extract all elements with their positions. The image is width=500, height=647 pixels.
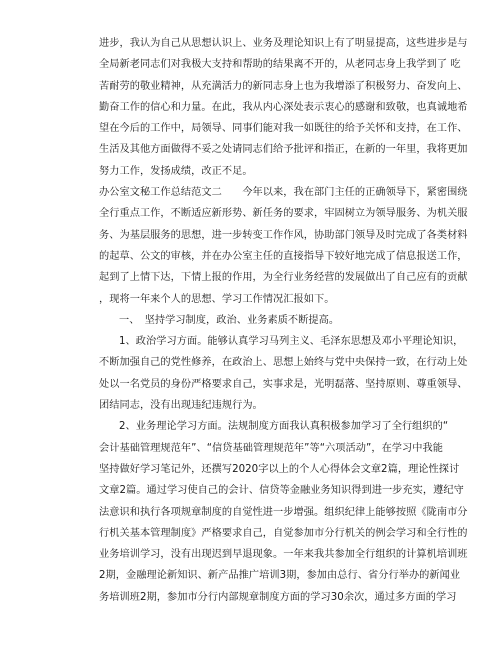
paragraph-p3 — [99, 310, 408, 331]
text-line: 起到了上情下达，下情上报的作用，为全行业务经营的发展做出了自己应有的贡献 — [99, 272, 468, 284]
text-line: 努力工作，发扬成绩，改正不足。 — [99, 165, 253, 177]
text-line: 进步，我认为自己从思想认识上、业务及理论知识上有了明显提高，这些进步是与 — [99, 38, 468, 49]
text-line: 苦耐劳的敬业精神，从充满活力的新同志身上也为我增添了积极努力、奋发向上、 — [99, 80, 468, 92]
text-line: 全局新老同志们对我极大支持和帮助的结果离不开的，从老同志身上我学到了 吃 — [99, 59, 461, 71]
text-line: ，现将一年来个人的思想、学习工作情况汇报如下。 — [99, 293, 335, 305]
text-line: 不断加强自己的党性修养，在政治上、思想上始终与党中央保持一致，在行动上处 — [99, 357, 468, 369]
text-line: 务培训班2期，参加市分行内部规章制度方面的学习30余次，通过多方面的学习 — [99, 591, 457, 603]
text-line: 的起草、公文的审核，并在办公室主任的直接指导下较好地完成了信息报送工作， — [99, 250, 468, 262]
text-line: 全行重点工作，不断适应新形势、新任务的要求，牢固树立为领导服务、为机关服 — [99, 208, 468, 220]
text-line: 勤奋工作的信心和力量。在此，我从内心深处表示衷心的感谢和致敬，也真诚地希 — [99, 101, 468, 113]
paragraph-p2 — [99, 182, 468, 310]
text-line: 务、为基层服务的思想，进一步转变工作作风，协助部门领导及时完成了各类材料 — [99, 229, 468, 241]
text-line: 2期，金融理论新知识、新产品推广培训3期，参加由总行、省分行举办的新闻业 — [99, 570, 461, 582]
paragraph-p4 — [99, 331, 468, 416]
text-line: 1、政治学习方面。能够认真学习马列主义、毛泽东思想及邓小平理论知识， — [119, 336, 464, 348]
text-line: 处以一名党员的身份严格要求自己，实事求是，光明磊落、坚持原则、尊重领导、 — [99, 378, 468, 390]
paragraph-p5 — [99, 416, 468, 608]
text-line: 行机关基本管理制度》严格要求自己，自觉参加市分行机关的例会学习和全行性的 — [99, 527, 468, 539]
text-line: 2、业务理论学习方面。法规制度方面我认真积极参加学习了全行组织的“ — [119, 421, 449, 433]
text-line: 团结同志，没有出现违纪违规行为。 — [99, 400, 263, 412]
text-line: 坚持做好学习笔记外，还撰写2020字以上的个人心得体会文章2篇，理论性探讨 — [99, 463, 460, 475]
text-line: 办公室文秘工作总结范文二 今年以来，我在部门主任的正确领导下，紧密围绕 — [99, 187, 468, 199]
text-line: 文章2篇。通过学习使自己的会计、信贷等金融业务知识得到进一步充实，遵纪守 — [99, 485, 464, 497]
document-body — [99, 33, 468, 608]
text-line: 生活及其他方面做得不妥之处请同志们给予批评和指正，在新的一年里，我将更加 — [99, 144, 468, 156]
text-line: 业务培训学习，没有出现迟到早退现象。一年来我共参加全行组织的计算机培训班 — [99, 549, 468, 561]
text-line: 会计基础管理规范年”、“信贷基础管理规范年”等“六项活动”，在学习中我能 — [99, 442, 443, 454]
text-line: 望在今后的工作中，局领导、同事们能对我一如既往的给予关怀和支持，在工作、 — [99, 123, 468, 135]
section-heading: 一、 坚持学习制度，政治、业务素质不断提高。 — [119, 314, 340, 326]
text-line: 法意识和执行各项规章制度的自觉性进一步增强。组织纪律上能够按照《陇南市分 — [99, 506, 468, 518]
paragraph-p1 — [99, 33, 468, 182]
